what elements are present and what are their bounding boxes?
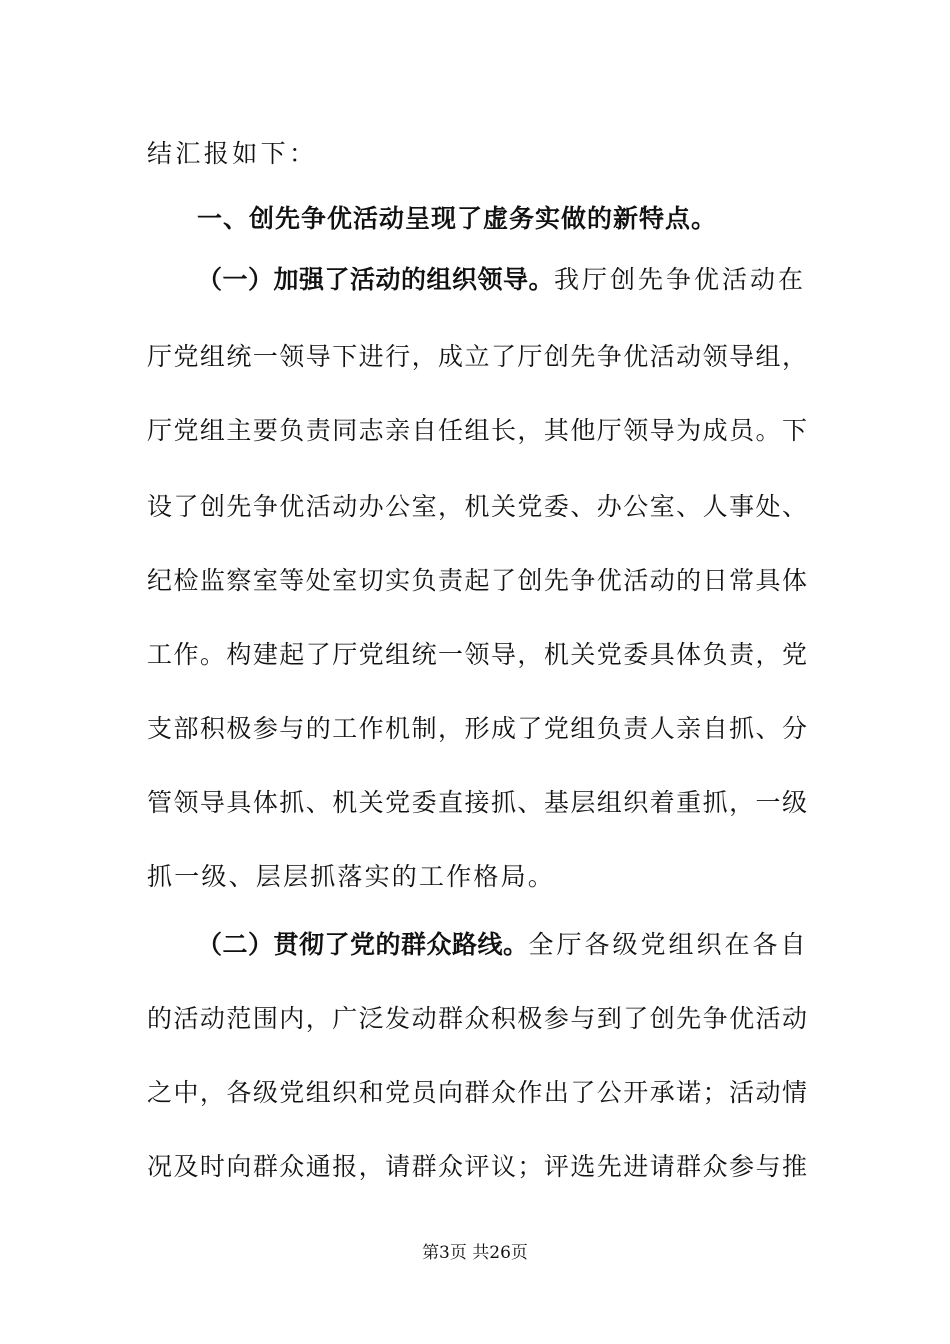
subsection-line <box>197 930 807 960</box>
paragraph-line: 设了创先争优活动办公室，机关党委、办公室、人事处、 <box>147 492 807 521</box>
paragraph-line: 况及时向群众通报，请群众评议；评选先进请群众参与推 <box>147 1152 807 1181</box>
paragraph-line: 管领导具体抓、机关党委直接抓、基层组织着重抓，一级 <box>147 788 807 817</box>
paragraph-text: 我厅创先争优活动在 <box>554 265 807 294</box>
paragraph-line: 支部积极参与的工作机制，形成了党组负责人亲自抓、分 <box>147 714 807 743</box>
paragraph-line: 厅党组主要负责同志亲自任组长，其他厅领导为成员。下 <box>147 416 807 445</box>
subsection-line <box>197 265 807 295</box>
subsection-heading-1: （一）加强了活动的组织领导。 <box>197 265 555 294</box>
section-heading: 一、创先争优活动呈现了虚务实做的新特点。 <box>197 204 718 233</box>
paragraph-line: 工作。构建起了厅党组统一领导，机关党委具体负责，党 <box>147 640 807 669</box>
paragraph-line: 抓一级、层层抓落实的工作格局。 <box>147 862 556 891</box>
page-footer: 第3页 共26页 <box>422 1243 528 1263</box>
paragraph-line: 结汇报如下： <box>147 139 318 168</box>
subsection-heading-2: （二）贯彻了党的群众路线。 <box>197 930 529 959</box>
paragraph-text: 全厅各级党组织在各自 <box>528 930 809 959</box>
paragraph-line: 之中，各级党组织和党员向群众作出了公开承诺；活动情 <box>147 1078 807 1107</box>
paragraph-line: 的活动范围内，广泛发动群众积极参与到了创先争优活动 <box>147 1004 807 1033</box>
paragraph-line: 纪检监察室等处室切实负责起了创先争优活动的日常具体 <box>147 566 807 595</box>
paragraph-line: 厅党组统一领导下进行，成立了厅创先争优活动领导组， <box>147 342 807 371</box>
